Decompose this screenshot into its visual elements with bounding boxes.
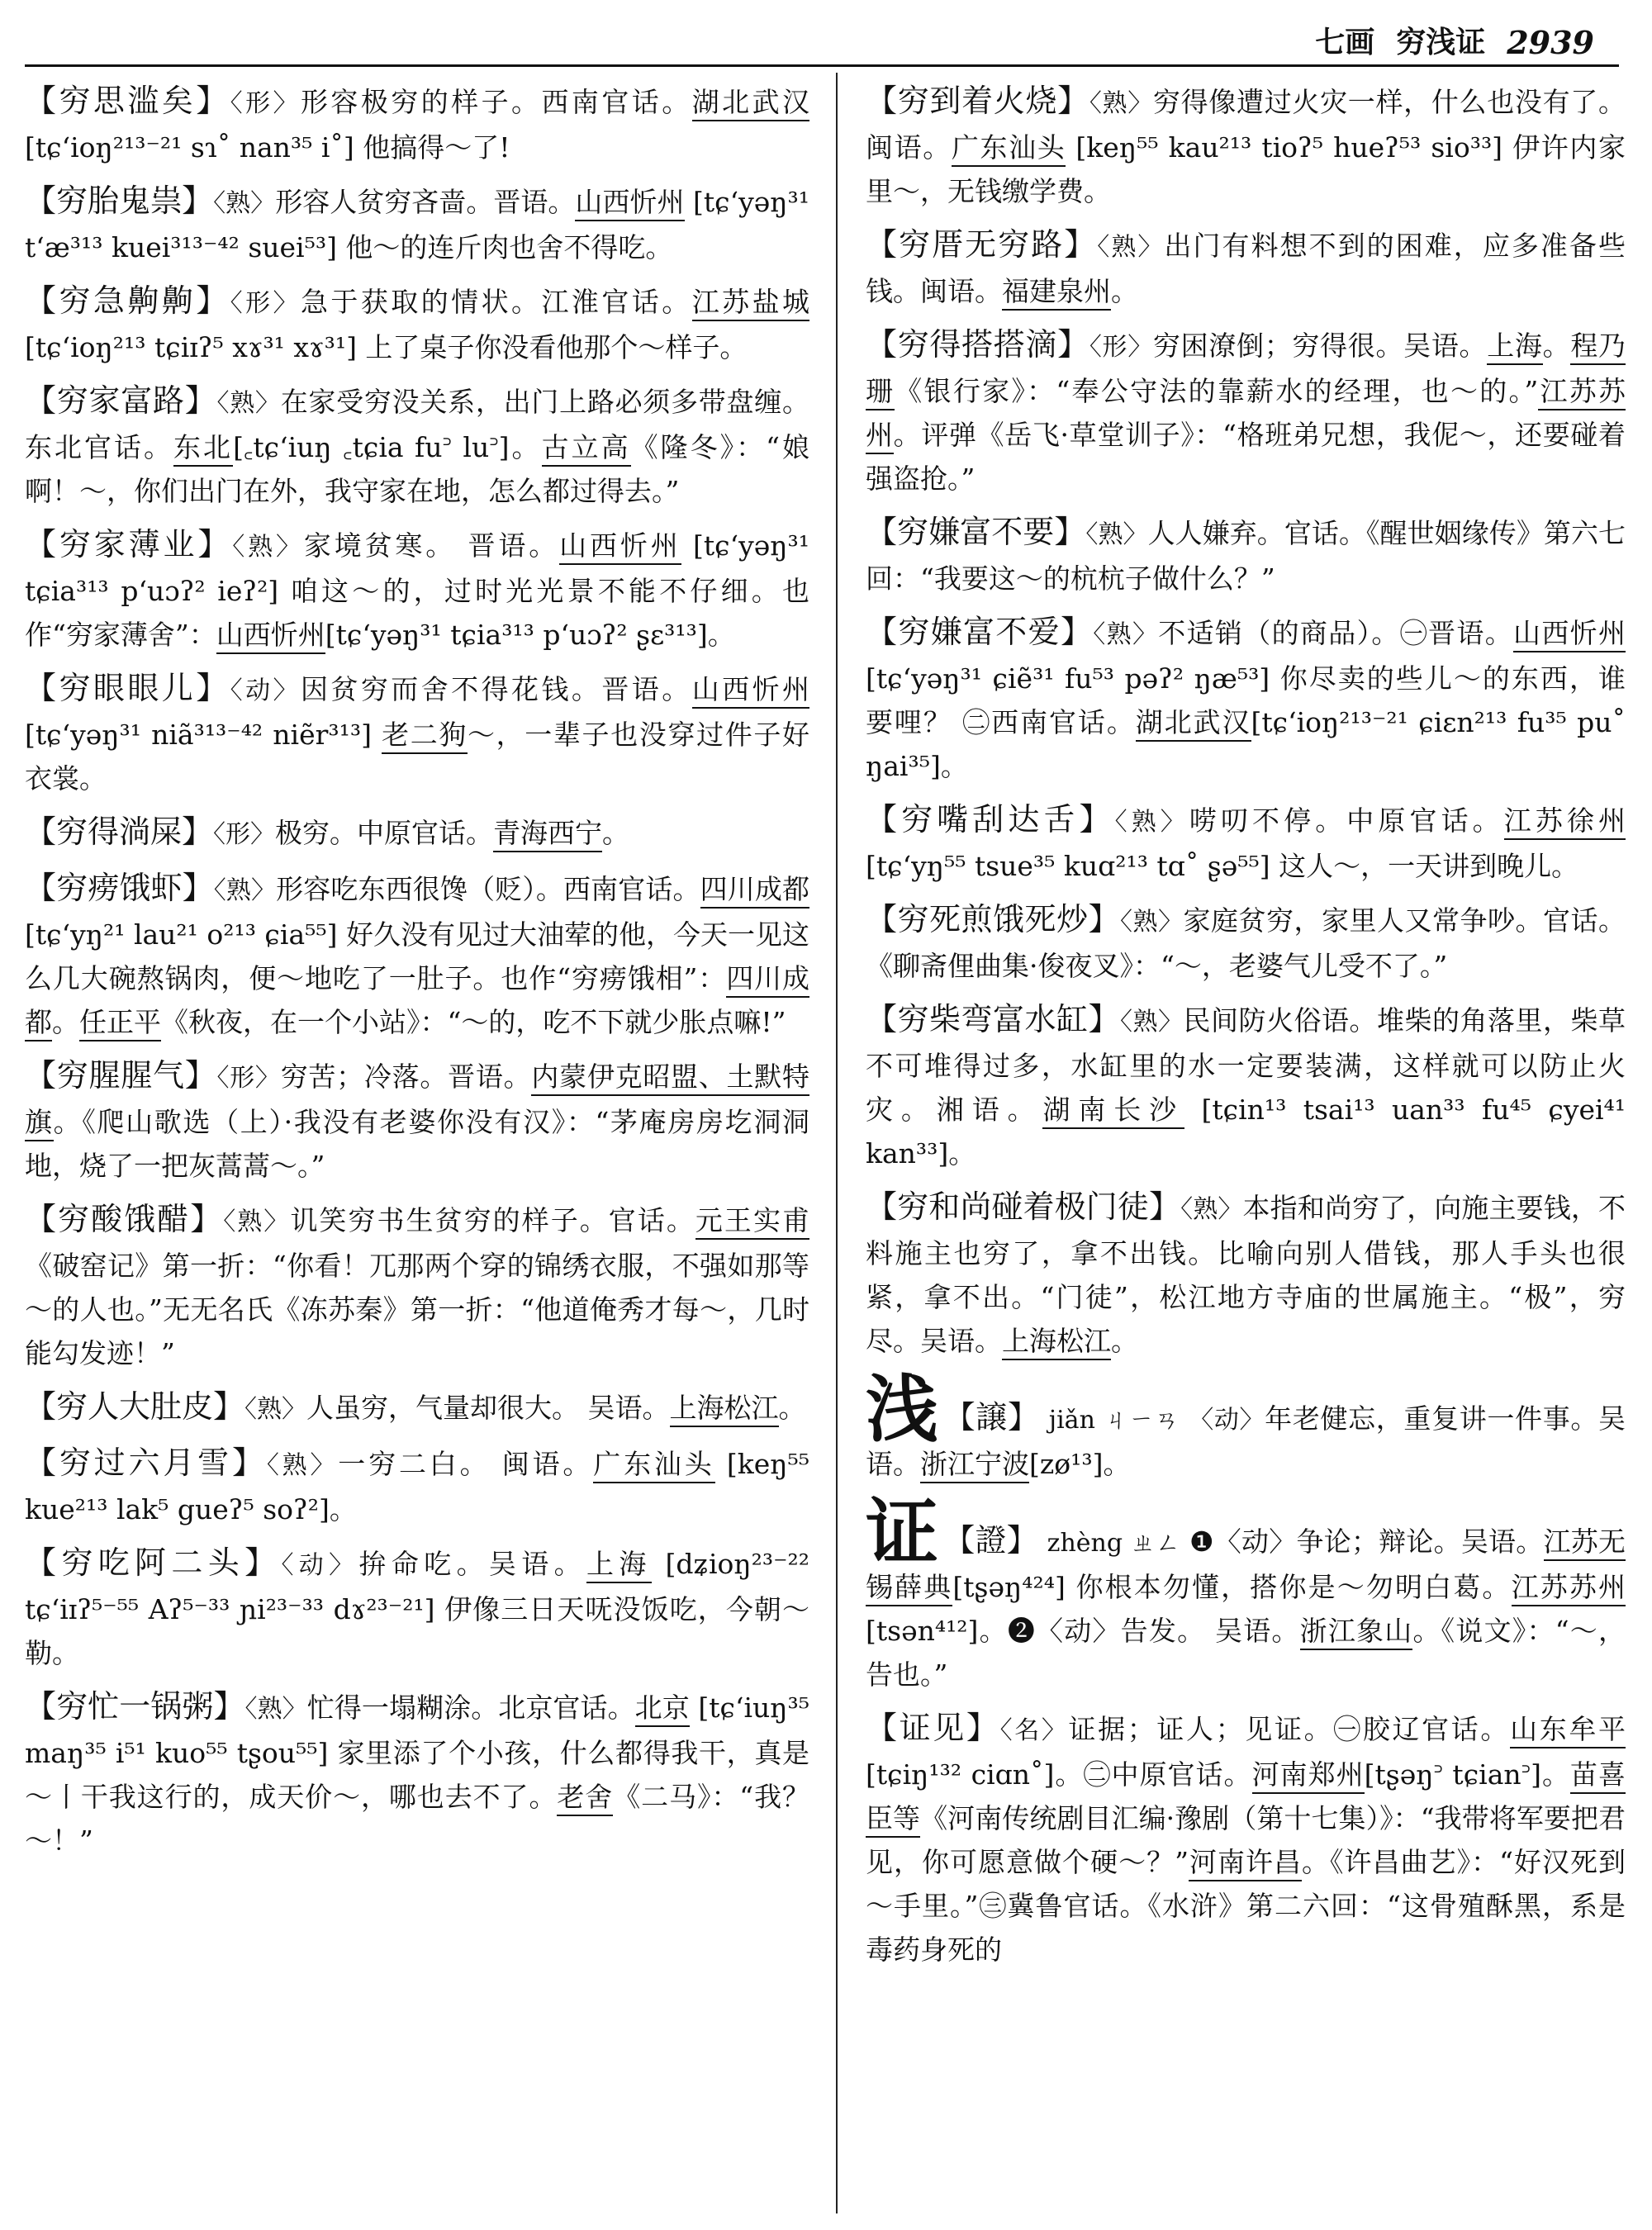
headword: 【穷过六月雪】	[25, 1445, 267, 1481]
place-name: 湖北武汉	[1136, 706, 1251, 742]
place-name: 上海	[1487, 330, 1542, 365]
citation: 《秋夜，在一个小站》：“～的，吃不下就少胀点嘛!”	[161, 1006, 786, 1038]
place-name: 湖北武汉	[692, 86, 809, 121]
place-name: 浙江象山	[1300, 1615, 1413, 1650]
pronunciation-example: 。	[778, 1392, 806, 1424]
left-column	[25, 79, 809, 1872]
definition: 形容吃东西很馋（贬）。西南官话。	[276, 873, 700, 905]
place-name: 上海松江	[670, 1392, 779, 1427]
part-of-speech: 〈熟〉	[1120, 908, 1184, 937]
place-name: 四川成都	[700, 873, 809, 909]
place-name: 山西忻州	[1513, 617, 1626, 652]
place-name: 山西忻州	[216, 619, 325, 654]
part-of-speech: 〈动〉	[1189, 1406, 1265, 1435]
citation: 《破窑记》第一折：“你看！兀那两个穿的锦绣衣服，不强如那等～的人也。”无无名氏《冻苏秦》第一折：“他道俺秀才每～，几时能勾发迹！”	[25, 1250, 809, 1369]
definition: 人人嫌弃。官话。《醒世姻缘传》第六七回：“我要这～的杭杭子做什么？”	[866, 517, 1626, 595]
headword: 【穷腥腥气】	[25, 1057, 217, 1094]
headword: 【穷痨饿虾】	[25, 870, 214, 906]
place-name: 山东牟平	[1510, 1713, 1626, 1748]
part-of-speech: 〈形〉	[216, 1064, 281, 1093]
headword: 【穷思滥矣】	[25, 83, 230, 119]
dictionary-entry	[866, 898, 1626, 988]
dictionary-entry	[25, 523, 809, 657]
headword: 【穷厝无穷路】	[866, 226, 1098, 263]
definition: 拚命吃。吴语。	[358, 1548, 586, 1580]
cited-author: 程乃珊	[866, 330, 1626, 410]
definition: 穷得像遭过火灾一样，什么也没有了。闽语。	[866, 86, 1626, 164]
part-of-speech: 〈熟〉	[223, 1208, 291, 1236]
citation: 。《说文》：“～，告也。”	[866, 1615, 1626, 1691]
sense-one: ❶〈动〉争论；辩论。吴语。	[1189, 1525, 1544, 1558]
cited-author: 元王实甫	[695, 1204, 809, 1240]
header-rule	[25, 64, 1619, 67]
pronunciation-example: [tʂəŋ꜄ tɕian꜄]。	[1364, 1758, 1570, 1791]
place-name: 北京	[635, 1691, 690, 1727]
cited-author: 老二狗	[382, 719, 468, 754]
place-name: 内蒙伊克昭盟、土默特旗	[25, 1060, 809, 1141]
part-of-speech: 〈熟〉	[232, 533, 304, 562]
part-of-speech: 〈熟〉	[266, 1451, 339, 1480]
dictionary-entry	[866, 323, 1626, 501]
definition: 形容人贫穷吝啬。晋语。	[275, 186, 576, 218]
citation: 《二马》：“我？～！”	[25, 1781, 810, 1857]
headword: 【穷柴弯富水缸】	[866, 1001, 1120, 1037]
part-of-speech: 〈形〉	[213, 820, 276, 849]
place-name: 河南许昌	[1189, 1846, 1302, 1881]
part-of-speech: 〈动〉	[281, 1551, 359, 1580]
part-of-speech: 〈熟〉	[1180, 1195, 1243, 1224]
place-name: 江苏无锡薛典	[866, 1525, 1626, 1606]
dictionary-entry	[866, 1706, 1626, 1971]
place-name: 福建泉州	[1002, 275, 1111, 311]
part-of-speech: 〈熟〉	[1093, 620, 1159, 649]
dictionary-entry	[25, 379, 809, 513]
pinyin: zhèng ㄓㄥ	[1047, 1529, 1181, 1558]
part-of-speech: 〈形〉	[230, 89, 301, 118]
part-of-speech: 〈形〉	[1089, 333, 1153, 362]
place-name: 上海松江	[1002, 1325, 1111, 1360]
dictionary-entry	[25, 810, 809, 856]
definition: 本指和尚穷了，向施主要钱，不料施主也穷了，拿不出钱。比喻向别人借钱，那人手头也很紧，拿不出。“门徒”，松江地方寺庙的世属施主。“极”，穷尽。吴语。	[866, 1192, 1626, 1357]
pronunciation-example: [keŋ⁵⁵ kue²¹³ lak⁵ gueʔ⁵ soʔ²]。	[25, 1448, 809, 1525]
place-name: 上海	[586, 1548, 652, 1583]
part-of-speech: 〈熟〉	[1089, 89, 1153, 118]
dictionary-entry	[25, 279, 809, 369]
headword: 【穷吃阿二头】	[25, 1544, 282, 1581]
headword: 【穷到着火烧】	[866, 83, 1089, 119]
part-of-speech: 〈熟〉	[213, 189, 276, 218]
definition: 唠叨不停。中原官话。	[1189, 804, 1504, 837]
dictionary-entry	[866, 510, 1626, 600]
traditional-form: 【證】	[943, 1522, 1038, 1559]
definition: 民间防火俗语。堆柴的角落里，柴草不可堆得过多，水缸里的水一定要装满，这样就可以防止火灾。湘语。	[866, 1004, 1626, 1126]
pronunciation-example: [tɕʻyəŋ³¹ niã³¹³⁻⁴² niẽr³¹³]	[25, 719, 382, 751]
definition: 忙得一塌糊涂。北京官话。	[306, 1691, 635, 1724]
pronunciation-example: [tɕʻiuŋ³⁵ maŋ³⁵ i⁵¹ kuo⁵⁵ tʂou⁵⁵] 家里添了个小孩，什么都得我干，真是～丨干我这行的，成天价～，哪也去不了。	[25, 1691, 810, 1813]
definition: 讥笑穷书生贫穷的样子。官话。	[290, 1204, 695, 1236]
headword: 【穷得淌屎】	[25, 814, 214, 850]
part-of-speech: 〈熟〉	[1097, 233, 1165, 262]
headword: 【穷嘴刮达舌】	[866, 801, 1115, 837]
pronunciation-example: 。	[1111, 275, 1138, 307]
definition: 极穷。中原官话。	[275, 817, 494, 849]
header-chars: 穷浅证	[1396, 25, 1486, 59]
place-name: 浙江宁波	[920, 1448, 1029, 1483]
dictionary-entry	[25, 1441, 809, 1531]
pronunciation-example: 。	[1111, 1325, 1138, 1357]
dictionary-entry	[25, 866, 809, 1044]
place-name: 江苏苏州	[866, 375, 1626, 454]
head-character: 证	[866, 1489, 939, 1575]
sense-two: ❷〈动〉告发。 吴语。	[1007, 1615, 1300, 1647]
pronunciation-example: [tɕʻioŋ²¹³⁻²¹ sɿ˚ nan³⁵ i˚] 他搞得～了!	[25, 131, 510, 164]
definition: 形容极穷的样子。西南官话。	[300, 86, 692, 118]
part-of-speech: 〈熟〉	[244, 1695, 307, 1724]
headword: 【穷急齁齁】	[25, 282, 230, 319]
pronunciation-example: 。	[602, 817, 630, 849]
headword: 【穷人大肚皮】	[25, 1388, 245, 1425]
headword: 【穷胎鬼祟】	[25, 183, 214, 219]
headword: 【穷嫌富不爱】	[866, 614, 1094, 650]
dictionary-entry	[25, 1541, 809, 1675]
dictionary-entry	[25, 1054, 809, 1188]
pronunciation-example: [tɕʻyŋ⁵⁵ tsue³⁵ kuɑ²¹³ tɑ˚ ʂə⁵⁵] 这人～，一天讲到晚儿。	[866, 850, 1579, 882]
citation: 《银行家》：“奉公守法的靠薪水的经理，也～的。”	[895, 375, 1539, 407]
headword: 【穷得搭搭滴】	[866, 326, 1089, 363]
dictionary-entry	[25, 1198, 809, 1375]
cited-author: 老舍	[557, 1781, 613, 1816]
pronunciation-example: [tʂəŋ⁴²⁴] 你根本勿懂，搭你是～勿明白葛。	[952, 1571, 1512, 1603]
part-of-speech: 〈形〉	[230, 289, 301, 318]
pronunciation-example: [tɕʻyəŋ³¹ ɕiẽ³¹ fu⁵³ pəʔ² ŋæ⁵³] 你尽卖的些儿～的东西，谁要哩？ ㊁西南官话。	[866, 662, 1626, 738]
definition: 因贫穷而舍不得花钱。晋语。	[300, 673, 692, 705]
headword: 【穷眼眼儿】	[25, 670, 230, 706]
pronunciation-example: [꜀tɕʻiuŋ ꜀tɕia fu꜄ lu꜄]。	[233, 431, 542, 463]
headword: 【穷家薄业】	[25, 526, 233, 562]
dictionary-entry	[866, 610, 1626, 788]
part-of-speech: 〈熟〉	[1120, 1008, 1184, 1037]
cited-author: 苗喜臣等	[866, 1758, 1626, 1838]
part-of-speech: 〈熟〉	[216, 389, 281, 418]
pronunciation-example: [dʑioŋ²³⁻²² tɕʻiɪʔ⁵⁻⁵⁵ Aʔ⁵⁻³³ ɲi²³⁻³³ dɤ²³⁻²¹] 伊像三日天呒没饭吃，今朝～勒。	[25, 1548, 810, 1669]
pronunciation-example: [tɕʻyəŋ³¹ tʻæ³¹³ kuei³¹³⁻⁴² suei⁵³] 他～的连斤肉也舍不得吃。	[25, 186, 810, 263]
page-header	[1315, 15, 1594, 61]
column-divider	[836, 73, 838, 2213]
definition: 年老健忘，重复讲一件事。吴语。	[866, 1402, 1626, 1480]
dictionary-entry	[866, 798, 1626, 888]
head-character: 浅	[866, 1366, 939, 1452]
dictionary-entry	[866, 1185, 1626, 1363]
pronunciation-example: [tsən⁴¹²]。	[866, 1615, 1008, 1647]
cited-author: 任正平	[79, 1006, 161, 1041]
definition: 一穷二白。 闽语。	[338, 1448, 594, 1480]
definition: 家庭贫穷，家里人又常争吵。官话。《聊斋俚曲集·俊夜叉》：“～，老婆气儿受不了。”	[866, 904, 1626, 982]
citation: 。《许昌曲艺》：“好汉死到～手里。”㊂冀鲁官话。《水浒》第二六回：“这骨殖酥黑，系是毒药身死的	[866, 1846, 1626, 1966]
dictionary-entry	[866, 998, 1626, 1175]
part-of-speech: 〈熟〉	[1085, 520, 1148, 549]
place-name: 广东汕头	[952, 131, 1066, 167]
part-of-speech: 〈名〉	[999, 1716, 1069, 1745]
pronunciation-example: [keŋ⁵⁵ kau²¹³ tioʔ⁵ hueʔ⁵³ sio³³] 伊许内家里～，无钱缴学费。	[866, 131, 1626, 207]
dictionary-entry	[866, 79, 1626, 213]
definition: 急于获取的情状。江淮官话。	[300, 286, 692, 318]
place-name: 山西忻州	[559, 529, 681, 565]
headword: 【穷和尚碰着极门徒】	[866, 1189, 1181, 1225]
place-name: 青海西宁	[493, 817, 602, 852]
dictionary-entry	[25, 79, 809, 169]
part-of-speech: 〈熟〉	[1114, 808, 1189, 837]
part-of-speech: 〈动〉	[230, 676, 301, 705]
pronunciation-example: [tɕʻioŋ²¹³⁻²¹ ɕiɛn²¹³ fu³⁵ pu˚ ŋai³⁵]。	[866, 706, 1626, 782]
dictionary-entry	[25, 667, 809, 800]
place-name: 东北	[173, 431, 233, 467]
section-label: 七画	[1315, 25, 1375, 59]
definition: 家境贫寒。 晋语。	[303, 529, 560, 562]
page-number: 2939	[1507, 24, 1594, 61]
character-entry-zheng	[866, 1489, 1626, 1696]
headword: 【穷死煎饿死炒】	[866, 901, 1120, 937]
dictionary-entry	[25, 179, 809, 269]
citation: 《河南传统剧目汇编·豫剧（第十七集）》：“我带将军要把君见，你可愿意做个硬～？”	[866, 1802, 1626, 1878]
definition: 穷困潦倒；穷得很。吴语。	[1152, 330, 1488, 362]
cited-author: 古立高	[542, 431, 631, 467]
definition: 证据；证人；见证。㊀胶辽官话。	[1068, 1713, 1511, 1745]
definition: 穷苦；冷落。晋语。	[280, 1060, 532, 1093]
place-name: 广东汕头	[593, 1448, 714, 1483]
headword: 【证见】	[866, 1710, 1000, 1746]
citation: ～，一辈子也没穿过件子好衣裳。	[25, 719, 810, 795]
headword: 【穷家富路】	[25, 382, 217, 419]
traditional-form: 【譲】	[943, 1399, 1040, 1435]
place-name: 湖南长沙	[1042, 1094, 1184, 1129]
pronunciation-example: [tɕʻyŋ²¹ lau²¹ o²¹³ ɕia⁵⁵] 好久没有见过大油荤的他，今天一见这么几大碗熬锅肉，便～地吃了一肚子。也作“穷痨饿相”：	[25, 918, 809, 994]
pronunciation-example: [zø¹³]。	[1029, 1448, 1131, 1480]
dictionary-entry	[25, 1685, 809, 1862]
pronunciation-example: [tɕiŋ¹³² ciɑn˚]。㊁中原官话。	[866, 1758, 1252, 1791]
pronunciation-example: [tɕʻyəŋ³¹ tɕia³¹³ pʻuɔʔ² ieʔ²] 咱这～的，过时光光景不能不仔细。也作“穷家薄舍”：	[25, 529, 809, 651]
right-column	[866, 79, 1626, 1981]
headword: 【穷忙一锅粥】	[25, 1688, 245, 1725]
definition: 人虽穷，气量却很大。 吴语。	[306, 1392, 670, 1424]
character-entry-qian	[866, 1366, 1626, 1486]
definition: 不适销（的商品）。㊀晋语。	[1158, 617, 1514, 649]
place-name: 江苏徐州	[1504, 804, 1626, 840]
definition: 出门有料想不到的困难，应多准备些钱。闽语。	[866, 230, 1626, 307]
dictionary-entry	[25, 1385, 809, 1431]
citation: 。评弹《岳飞·草堂训子》：“格班弟兄想，我伲～，还要碰着强盗抢。”	[866, 419, 1626, 495]
place-name: 山西忻州	[575, 186, 684, 221]
pronunciation-example: 。	[1542, 330, 1571, 362]
definition: 在家受穷没关系，出门上路必须多带盘缠。 东北官话。	[25, 386, 810, 463]
place-name: 江苏盐城	[692, 286, 809, 321]
pronunciation-example: [tɕʻioŋ²¹³ tɕiɪʔ⁵ xɤ³¹ xɤ³¹] 上了桌子你没看他那个～样子。	[25, 331, 748, 363]
headword: 【穷酸饿醋】	[25, 1201, 224, 1237]
part-of-speech: 〈熟〉	[244, 1395, 307, 1424]
part-of-speech: 〈熟〉	[213, 876, 277, 905]
citation: 《隆冬》：“娘啊！～，你们出门在外，我守家在地，怎么都过得去。”	[25, 431, 810, 507]
place-name: 四川成都	[25, 962, 809, 1041]
pronunciation-example: 。《爬山歌选（上）·我没有老婆你没有汉》：“茅庵房房圪洞洞地，烧了一把灰蒿蒿～。”	[25, 1106, 809, 1182]
dictionary-entry	[866, 223, 1626, 313]
place-name: 河南郑州	[1252, 1758, 1365, 1794]
pinyin: jiǎn ㄐㄧㄢ	[1048, 1406, 1180, 1435]
pronunciation-example: 。	[52, 1006, 79, 1038]
pronunciation-example: [tɕʻyəŋ³¹ tɕia³¹³ pʻuɔʔ² ʂɛ³¹³]。	[325, 619, 735, 651]
place-name: 山西忻州	[692, 673, 809, 709]
headword: 【穷嫌富不要】	[866, 514, 1086, 550]
place-name: 江苏苏州	[1512, 1571, 1626, 1606]
pronunciation-example: [tɕin¹³ tsai¹³ uan³³ fu⁴⁵ ɕyei⁴¹ kan³³]。	[866, 1094, 1626, 1170]
